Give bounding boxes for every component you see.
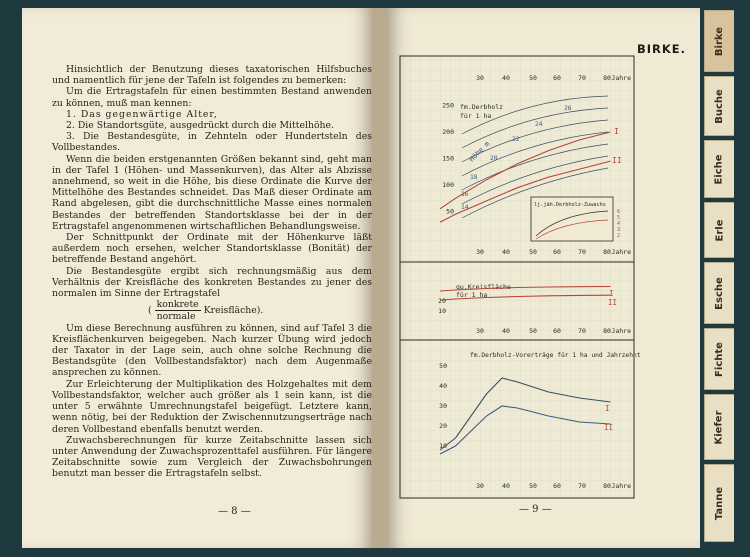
- axis-tick-y: 30: [439, 402, 447, 410]
- axis-tick-y: 150: [442, 154, 454, 163]
- axis-tick-bottom: 60: [553, 248, 561, 256]
- axis-tick-x: Jahre: [611, 482, 631, 490]
- tab-eiche[interactable]: [704, 140, 734, 198]
- tab-esche[interactable]: [704, 262, 734, 324]
- paragraph: Hinsichtlich der Benutzung dieses taxatorischen Hilfsbuches und namentlich für jene der Tafeln ist folgendes zu bemerken:: [52, 64, 372, 87]
- paragraph: Der Schnittpunkt der Ordinate mit der Höhenkurve läßt außerdem noch ersehen, welcher Standortsklasse (Bonität) der betreffende Bestand angehört.: [52, 232, 372, 266]
- axis-tick-y: 10: [439, 442, 447, 450]
- axis-tick-y: 10: [438, 307, 446, 315]
- axis-tick-y: 50: [439, 362, 447, 370]
- axis-tick-top: 80: [603, 74, 611, 82]
- axis-tick-top: 40: [502, 74, 510, 82]
- fraction-numerator: konkrete: [156, 299, 199, 311]
- tab-kiefer[interactable]: [704, 394, 734, 460]
- tab-label: Birke: [714, 26, 725, 56]
- axis-tick-x: 70: [578, 482, 586, 490]
- height-curve-label: 24: [535, 121, 543, 128]
- class-label: I: [614, 127, 619, 136]
- paragraph: Wenn die beiden erstgenannten Größen bekannt sind, geht man in der Tafel 1 (Höhen- und Massenkurven), das Alter als Abzisse annehmend, so weit in die Höhe, bis diese Ordinate die Kurve der Mittelhöhe des Bestandes schneidet. Das Maß dieser Ordinate am Rand abgelesen, gibt die durchschnittliche Masse eines normalen Bestandes der betreffenden Standortsklasse bei der in der Ertragstafel angenommenen wirtschaftlichen Behandlungsweise.: [52, 153, 372, 232]
- page-number-right: — 9 —: [519, 504, 552, 515]
- axis-tick-y: 250: [442, 101, 454, 110]
- axis-tick-x: 50: [529, 482, 537, 490]
- class-label: II: [604, 423, 614, 432]
- class-label: I: [609, 289, 614, 298]
- tab-label: Kiefer: [714, 409, 725, 445]
- axis-tick-top: 30: [476, 74, 484, 82]
- chart-title-unit: für 1 ha: [460, 112, 492, 120]
- fraction-line: ( $\frac{\text{konkrete}}{\text{normale}}$ Kreisfläche).: [148, 299, 264, 323]
- inset-tick: 2: [617, 233, 621, 239]
- axis-tick-bottom: 50: [529, 248, 537, 256]
- chart-title: fm.Derbholz: [460, 103, 504, 111]
- axis-tick-y: 100: [442, 181, 454, 189]
- axis-tick-y: 40: [439, 382, 447, 390]
- tab-label: Fichte: [714, 341, 725, 377]
- height-curve-label: 20: [490, 155, 498, 162]
- axis-tick-bottom: 30: [476, 248, 484, 256]
- paragraph: Zuwachsberechnungen für kurze Zeitabschnitte lassen sich unter Anwendung der Zuwachsprozenttafel ausführen. Für längere Zeitabschnitte sowie zum Vergleich der Zuwachsbohrungen benutzt man besser die Ertragstafeln selbst.: [52, 434, 372, 480]
- height-curve-label: 22: [512, 136, 520, 143]
- axis-tick-top: 50: [529, 74, 537, 82]
- chart-title: fm.Derbholz-Vorerträge für 1 ha und Jahrzehnt: [470, 352, 641, 359]
- tab-fichte[interactable]: [704, 328, 734, 390]
- class-label: II: [612, 156, 622, 165]
- paragraph: Zur Erleichterung der Multiplikation des Holzgehaltes mit dem Vollbestandsfaktor, welcher auch größer als 1 sein kann, ist die unter 5 erwähnte Umrechnungstafel beigefügt. Letztere kann, wenn nötig, bei der Reduktion der Zwischennutzungserträge nach deren Vollbestand ebenfalls benutzt werden.: [52, 378, 372, 435]
- inset-tick: 5: [617, 215, 621, 221]
- axis-tick-bottom: 70: [578, 248, 586, 256]
- tab-label: Eiche: [714, 153, 725, 185]
- axis-tick-x: 40: [502, 327, 510, 335]
- chart-title: qu.Kreisfläche: [456, 283, 511, 291]
- axis-tick-x: 40: [502, 482, 510, 490]
- inset-tick: 4: [617, 221, 621, 227]
- fraction-denominator: normale: [156, 311, 196, 323]
- inset-tick: 3: [617, 227, 621, 233]
- paragraph: 2. Die Standortsgüte, ausgedrückt durch die Mittelhöhe.: [66, 120, 334, 132]
- tab-tanne[interactable]: [704, 464, 734, 542]
- axis-tick-bottom: Jahre: [611, 248, 631, 256]
- axis-tick-top: 60: [553, 74, 561, 82]
- tab-label: Erle: [713, 219, 725, 241]
- axis-tick-x: 30: [476, 482, 484, 490]
- class-label: II: [608, 298, 618, 307]
- class-label: I: [605, 404, 610, 413]
- axis-tick-y: 200: [442, 128, 454, 136]
- axis-tick-y: 50: [446, 207, 454, 216]
- axis-tick-top: 70: [578, 74, 586, 82]
- axis-tick-bottom: 80: [603, 248, 611, 256]
- inset-tick: 6: [617, 209, 621, 215]
- axis-tick-x: 30: [476, 327, 484, 335]
- page-number-left: — 8 —: [218, 506, 251, 517]
- paragraph: Um diese Berechnung ausführen zu können, sind auf Tafel 3 die Kreisflächenkurven beigegeben. Nach kurzer Übung wird jedoch der Taxator in der Lage sein, auch ohne solche Rechnung die Bestandsgüte (den Vollbestandsfaktor) nach dem Augenmaße ansprechen zu können.: [52, 322, 372, 379]
- page-title: BIRKE.: [637, 42, 687, 56]
- axis-tick-x: 50: [529, 327, 537, 335]
- paragraph: Die Bestandesgüte ergibt sich rechnungsmäßig aus dem Verhältnis der Kreisfläche des konkreten Bestandes zu jener des normalen im Sinne der Ertragstafel: [52, 265, 372, 300]
- inset-title: lj.jäh.Derbholz-Zuwachs: [534, 202, 606, 208]
- tab-buche[interactable]: [704, 76, 734, 136]
- tab-birke[interactable]: [704, 10, 734, 72]
- axis-tick-bottom: 40: [502, 248, 510, 256]
- axis-tick-x: 80: [603, 482, 611, 490]
- tab-erle[interactable]: [704, 202, 734, 258]
- axis-tick-x: 70: [578, 327, 586, 335]
- chart-grid-background: [400, 56, 634, 498]
- axis-tick-y: 20: [439, 422, 447, 430]
- height-axis-label: Höhe m: [467, 139, 492, 164]
- axis-tick-x: Jahre: [611, 327, 631, 335]
- height-curve-label: 14: [461, 204, 469, 211]
- paragraph: Um die Ertragstafeln für einen bestimmten Bestand anwenden zu können, muß man kennen:: [52, 86, 372, 109]
- axis-tick-x: 60: [553, 327, 561, 335]
- fraction-suffix: Kreisfläche).: [203, 305, 264, 317]
- tab-label: Esche: [714, 276, 725, 310]
- paragraph: 1. Das gegenwärtige Alter,: [66, 108, 218, 120]
- axis-tick-y: 20: [438, 297, 446, 305]
- register-tabs: [704, 10, 738, 545]
- chart-title-unit: für 1 ha: [456, 291, 488, 299]
- tab-label: Buche: [714, 88, 726, 124]
- tab-label: Tanne: [714, 486, 725, 520]
- axis-tick-x: 60: [553, 482, 561, 490]
- height-curve-label: 18: [470, 174, 478, 181]
- height-curve-label: 16: [461, 191, 469, 198]
- height-curve-label: 26: [564, 105, 572, 112]
- axis-tick-x: 80: [603, 327, 611, 335]
- axis-tick-top: Jahre: [611, 74, 631, 82]
- paragraph: 3. Die Bestandesgüte, in Zehnteln oder Hundertsteln des Vollbestandes.: [52, 131, 372, 154]
